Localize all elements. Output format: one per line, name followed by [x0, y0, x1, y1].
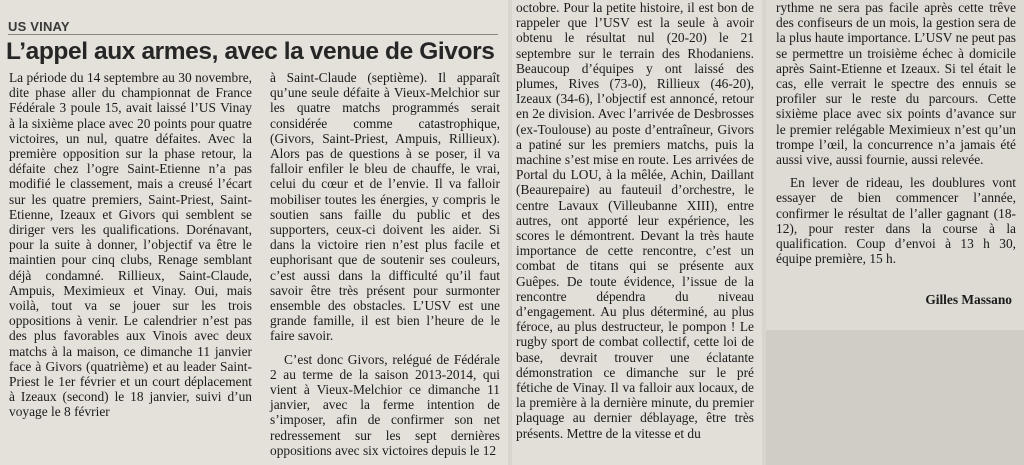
paragraph: rythme ne sera pas facile après cette trêve des confiseurs de un mois, la gestion sera de la plus haute importance. L’USV ne peut pas se permettre un troisième échec à domicile après Saint-Etienne et Izeaux. Si tel était le cas, elle verrait le spectre des ennuis se profiler sur le reste du parcours. Cette sixième place avec six points d’avance sur le premier relégable Meximieux n’est qu’un trompe l’œil, la concurrence n’a jamais été aussi vive, aussi fournie, aussi relevée. — [776, 0, 1016, 168]
author-signature: Gilles Massano — [925, 292, 1012, 307]
article-column-2 — [270, 70, 500, 458]
paragraph: La période du 14 septembre au 30 novembre, dite phase aller du championnat de France Fédérale 3 poule 15, avait laissé l’US Vinay à la sixième place avec 20 points pour quatre victoires, un nul, quatre défaites. Avec la première opposition sur la phase retour, la défaite chez l’ogre Saint-Etienne n’a pas modifié le classement, mais a creusé l’écart sur les quatre premiers, Saint-Priest, Saint-Etienne, Izeaux et Givors qui semblent se diriger vers les qualifications. Dorénavant, pour la suite à donner, l’objectif va être le maintien pour cinq clubs, Renage semblant déjà condamné. Rillieux, Saint-Claude, Ampuis, Meximieux et Vinay. Oui, mais voilà, tout va se jouer sur les trois oppositions à venir. Le calendrier n’est pas des plus favorables aux Vinois avec deux matchs à la maison, ce dimanche 11 janvier face à Givors (quatrième) et au leader Saint-Priest le 1er février et un court déplacement à Izeaux (second) le 18 janvier, suivi d’un voyage le 8 février — [9, 70, 252, 420]
article-column-3 — [516, 0, 754, 441]
empty-background — [766, 330, 1024, 465]
article-kicker: US VINAY — [8, 19, 70, 34]
kicker-rule — [8, 34, 498, 35]
paragraph: octobre. Pour la petite histoire, il est bon de rappeler que l’USV est la seule à avoir obtenu le résultat nul (20-20) le 21 septembre sur le terrain des Rhodaniens. Beaucoup d’équipes y ont laissé des plumes, Rives (73-0), Rillieux (46-20), Izeaux (34-6), l’objectif est annoncé, retour en 2e division. Avec l’arrivée de Desbrosses (ex-Toulouse) au poste d’entraîneur, Givors a patiné sur les premiers matchs, puis la machine s’est mise en route. Les arrivées de Portal du LOU, à la mêlée, Achin, Daillant (Beaurepaire) au fauteuil d’orchestre, le centre Lavaux (Villeubanne XIII), entre autres, ont apporté leur expérience, les scores le démontrent. Devant la très haute importance de cette rencontre, c’est un combat de titans qui se présente aux Guêpes. De toute évidence, l’issue de la rencontre dépendra du niveau d’engagement. Au plus déterminé, au plus féroce, au plus destructeur, le pompon ! Le rugby sport de combat collectif, cette loi de base, devrait trouver une éclatante démonstration ce dimanche sur le pré fétiche de Vinay. Il va falloir aux locaux, de la première à la dernière minute, du premier plaquage au dernier déblayage, être très présents. Mettre de la vitesse et du — [516, 0, 754, 441]
paragraph: C’est donc Givors, relégué de Fédérale 2 au terme de la saison 2013-2014, qui vient à Vieux-Melchior ce dimanche 11 janvier, avec la ferme intention de s’imposer, afin de confirmer son net redressement sur les sept dernières oppositions avec six victoires depuis le 12 — [270, 351, 500, 458]
article-column-1 — [9, 70, 252, 420]
article-column-4 — [776, 0, 1016, 266]
paragraph: à Saint-Claude (septième). Il apparaît qu’une seule défaite à Vieux-Melchior sur les quatre matchs programmés serait considérée comme catastrophique, (Givors, Saint-Priest, Ampuis, Rillieux). Alors pas de questions à se poser, il va falloir enfiler le bleu de chauffe, le vrai, celui du cœur et de l’envie. Il va falloir mobiliser toutes les énergies, y compris le soutien sans faille du public et des supporters, ceux-ci doivent les aider. Si dans la victoire rien n’est plus facile et euphorisant que de soutenir ses couleurs, c’est aussi dans la difficulté qu’il faut savoir être très présent pour surmonter ensemble des obstacles. L’USV est une grande famille, il est bien l’heure de le faire savoir. — [270, 70, 500, 344]
paragraph: En lever de rideau, les doublures vont essayer de bien commencer l’année, confirmer le résultat de l’aller gagnant (18-12), pour rester dans la course à la qualification. Coup d’envoi à 13 h 30, équipe première, 15 h. — [776, 175, 1016, 267]
article-headline: L’appel aux armes, avec la venue de Givors — [6, 38, 495, 65]
